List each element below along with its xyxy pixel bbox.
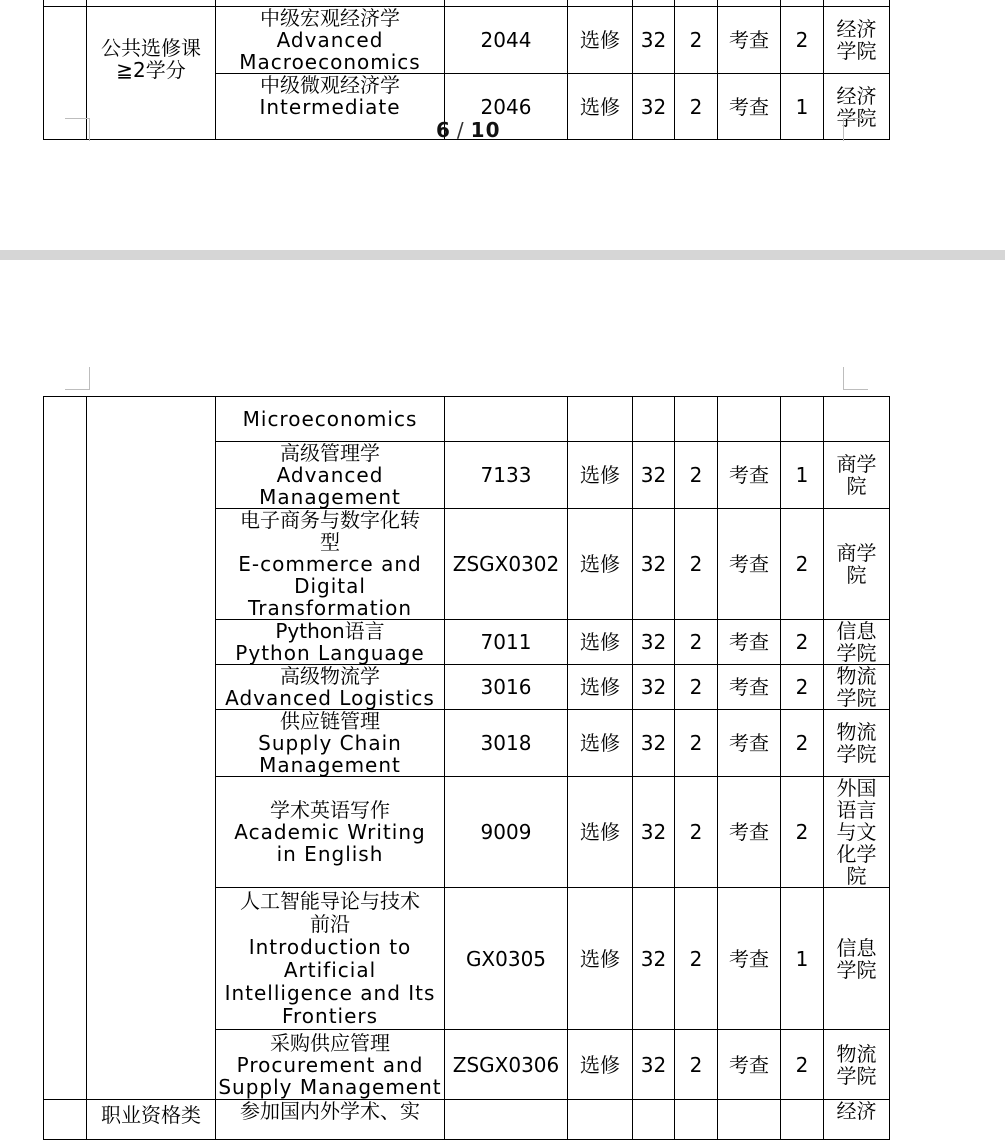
crop-mark xyxy=(65,118,90,141)
course-hours: 32 xyxy=(633,7,675,74)
course-unit: 信息 学院 xyxy=(824,888,890,1030)
course-type: 选修 xyxy=(568,620,633,665)
course-hours: 32 xyxy=(633,777,675,888)
course-hours: 32 xyxy=(633,888,675,1030)
page-indicator xyxy=(436,118,501,142)
category-line2: ≧2学分 xyxy=(116,58,186,82)
course-hours: 32 xyxy=(633,1030,675,1100)
course-name-cell: 采购供应管理 Procurement and Supply Management xyxy=(216,1030,445,1100)
course-name-cell: Python语言 Python Language xyxy=(216,620,445,665)
course-type: 选修 xyxy=(568,777,633,888)
course-hours: 32 xyxy=(633,665,675,710)
course-name-en: Advanced xyxy=(276,28,384,52)
page-total: 10 xyxy=(470,118,501,142)
course-code: 7133 xyxy=(445,442,568,509)
course-name-cn: 中级宏观经济学 xyxy=(260,6,400,30)
course-name-cell: 学术英语写作 Academic Writing in English xyxy=(216,777,445,888)
course-credits: 2 xyxy=(675,509,718,620)
course-term: 2 xyxy=(781,710,824,777)
course-name-en: Intermediate xyxy=(259,95,401,119)
course-unit: 物流 学院 xyxy=(824,710,890,777)
course-assessment: 考查 xyxy=(718,888,781,1030)
crop-mark xyxy=(843,367,868,390)
course-type: 选修 xyxy=(568,7,633,74)
course-code: 2044 xyxy=(445,7,568,74)
course-code: 3016 xyxy=(445,665,568,710)
category-line1: 公共选修课 xyxy=(101,36,201,60)
course-code: 9009 xyxy=(445,777,568,888)
course-hours: 32 xyxy=(633,509,675,620)
page-current: 6 xyxy=(436,118,451,142)
course-type: 选修 xyxy=(568,710,633,777)
course-code: 3018 xyxy=(445,710,568,777)
course-hours: 32 xyxy=(633,74,675,140)
course-assessment: 考查 xyxy=(718,710,781,777)
course-unit: 经济 学院 xyxy=(824,7,890,74)
course-unit: 商学 院 xyxy=(824,442,890,509)
course-code: GX0305 xyxy=(445,888,568,1030)
course-term: 2 xyxy=(781,777,824,888)
course-unit: 商学 院 xyxy=(824,509,890,620)
course-type: 选修 xyxy=(568,74,633,140)
course-type: 选修 xyxy=(568,665,633,710)
crop-mark xyxy=(843,118,868,141)
course-table-page-7 xyxy=(43,396,890,1140)
course-code: 7011 xyxy=(445,620,568,665)
course-name-continued: Microeconomics xyxy=(216,397,445,442)
course-term: 1 xyxy=(781,442,824,509)
course-term: 2 xyxy=(781,509,824,620)
course-name-cell: 高级物流学 Advanced Logistics xyxy=(216,665,445,710)
course-name-cell: 高级管理学 Advanced Management xyxy=(216,442,445,509)
course-term: 2 xyxy=(781,1030,824,1100)
page-gap xyxy=(0,250,1005,260)
document-page-6 xyxy=(0,0,1005,250)
course-credits: 2 xyxy=(675,74,718,140)
course-assessment: 考查 xyxy=(718,509,781,620)
course-name-cn: 中级微观经济学 xyxy=(260,73,400,97)
course-term: 2 xyxy=(781,7,824,74)
course-assessment: 考查 xyxy=(718,620,781,665)
page-separator: / xyxy=(456,118,465,142)
table-row xyxy=(44,7,890,74)
course-name-cell xyxy=(216,74,445,140)
course-code: ZSGX0306 xyxy=(445,1030,568,1100)
course-assessment: 考查 xyxy=(718,7,781,74)
table-row xyxy=(44,397,890,442)
course-hours: 32 xyxy=(633,620,675,665)
course-type: 选修 xyxy=(568,1030,633,1100)
course-term: 1 xyxy=(781,888,824,1030)
course-type: 选修 xyxy=(568,888,633,1030)
empty-cell xyxy=(44,397,87,1100)
course-assessment: 考查 xyxy=(718,442,781,509)
course-code: 2046 xyxy=(445,74,568,140)
course-hours: 32 xyxy=(633,710,675,777)
course-unit: 物流 学院 xyxy=(824,665,890,710)
category-cell xyxy=(87,7,216,140)
course-unit: 信息 学院 xyxy=(824,620,890,665)
course-unit: 物流 学院 xyxy=(824,1030,890,1100)
course-name-cell: 电子商务与数字化转 型 E-commerce and Digital Transformation xyxy=(216,509,445,620)
course-assessment: 考查 xyxy=(718,665,781,710)
category-cell-continued xyxy=(87,397,216,1100)
course-code: ZSGX0302 xyxy=(445,509,568,620)
course-type: 选修 xyxy=(568,509,633,620)
course-assessment: 考查 xyxy=(718,74,781,140)
course-credits: 2 xyxy=(675,7,718,74)
course-credits: 2 xyxy=(675,710,718,777)
course-name-cell xyxy=(216,7,445,74)
course-name-en: Macroeconomics xyxy=(239,50,421,74)
table-row-partial xyxy=(44,1100,890,1140)
course-hours: 32 xyxy=(633,442,675,509)
course-credits: 2 xyxy=(675,620,718,665)
course-credits: 2 xyxy=(675,665,718,710)
course-term: 2 xyxy=(781,620,824,665)
course-type: 选修 xyxy=(568,442,633,509)
course-unit: 经济 学院 xyxy=(824,74,890,140)
course-unit: 经济 xyxy=(824,1100,890,1140)
course-credits: 2 xyxy=(675,442,718,509)
course-name-cell: 供应链管理 Supply Chain Management xyxy=(216,710,445,777)
course-credits: 2 xyxy=(675,777,718,888)
course-credits: 2 xyxy=(675,1030,718,1100)
course-unit: 外国 语言 与文 化学 院 xyxy=(824,777,890,888)
course-assessment: 考查 xyxy=(718,777,781,888)
course-name-cell: 参加国内外学术、实 xyxy=(216,1100,445,1140)
document-page-7 xyxy=(0,260,1005,1127)
course-name-cell: 人工智能导论与技术 前沿 Introduction to Artificial Intelligence and Its Frontiers xyxy=(216,888,445,1030)
category-cell: 职业资格类 xyxy=(87,1100,216,1140)
crop-mark xyxy=(65,367,90,390)
course-term: 1 xyxy=(781,74,824,140)
course-credits: 2 xyxy=(675,888,718,1030)
course-term: 2 xyxy=(781,665,824,710)
course-assessment: 考查 xyxy=(718,1030,781,1100)
